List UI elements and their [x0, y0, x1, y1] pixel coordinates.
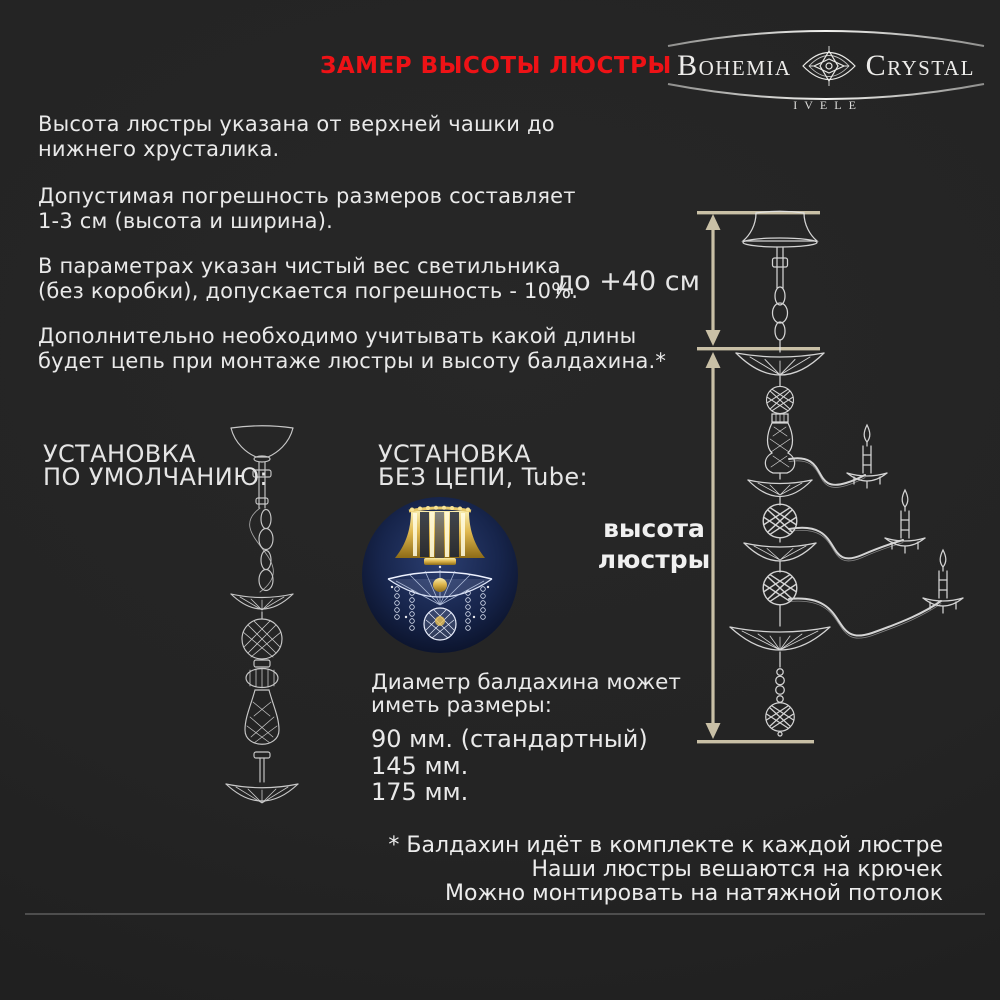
footnote-line: Наши люстры вешаются на крючек — [531, 857, 943, 882]
paragraph-weight-note — [38, 254, 578, 304]
brand-logo — [660, 24, 992, 110]
height-label-line: высота — [603, 514, 705, 543]
chain-allowance-label: до +40 см — [555, 266, 700, 297]
paragraph-line: Допустимая погрешность размеров составляет — [38, 184, 576, 208]
page-title: ЗАМЕР ВЫСОТЫ ЛЮСТРЫ — [320, 53, 672, 79]
canopy-text-line: иметь размеры: — [371, 693, 553, 718]
paragraph-line: Высота люстры указана от верхней чашки до — [38, 112, 555, 136]
candle-flame-icon — [847, 425, 887, 488]
section-tube-install-title — [378, 440, 589, 491]
canopy-size-option: 90 мм. (стандартный) — [371, 725, 648, 753]
paragraph-chain-note — [38, 324, 666, 374]
height-label-line: люстры — [597, 545, 711, 574]
chandelier-height-arrow — [706, 352, 721, 739]
canopy-line — [697, 347, 820, 350]
chandelier-drawing — [730, 211, 963, 736]
paragraph-line: (без коробки), допускается погрешность - 10%. — [38, 279, 579, 303]
chandelier-default-illustration — [200, 418, 360, 818]
chandelier-height-diagram — [660, 195, 990, 760]
crystal-ornament-icon — [801, 44, 857, 88]
canopy-photo — [362, 497, 518, 653]
paragraph-line: нижнего хрусталика. — [38, 137, 280, 161]
footnotes-block — [343, 834, 943, 906]
paragraph-line: В параметрах указан чистый вес светильника — [38, 254, 561, 278]
canopy-diameter-block — [371, 671, 681, 806]
divider-line — [25, 913, 985, 915]
measure-marks — [697, 211, 820, 743]
section-title-line: ПО УМОЛЧАНИЮ: — [43, 463, 268, 491]
section-title-line: УСТАНОВКА — [378, 440, 531, 468]
brand-row — [660, 44, 992, 88]
brand-name-right: CRYSTAL — [865, 49, 975, 82]
paragraph-line: 1-3 см (высота и ширина). — [38, 209, 333, 233]
section-title-line: УСТАНОВКА — [43, 440, 196, 468]
paragraph-line: будет цепь при монтаже люстры и высоту балдахина.* — [38, 349, 667, 373]
section-title-line: БЕЗ ЦЕПИ, Tube: — [378, 463, 589, 491]
brand-name-left: BOHEMIA — [677, 49, 792, 82]
canopy-text-line: Диаметр балдахина может — [371, 670, 681, 695]
candle-flame-icon — [923, 550, 963, 613]
footnote-line: * Балдахин идёт в комплекте к каждой люстре — [388, 833, 943, 858]
paragraph-tolerance-note — [38, 184, 576, 234]
paragraph-measurement-note — [38, 112, 555, 162]
bottom-line — [697, 740, 814, 743]
brand-subname: IVELE — [793, 98, 863, 112]
canopy-size-option: 145 мм. — [371, 751, 469, 780]
canopy-size-option: 175 мм. — [371, 778, 469, 806]
footnote-line: Можно монтировать на натяжной потолок — [445, 881, 943, 906]
paragraph-line: Дополнительно необходимо учитывать какой длины — [38, 324, 637, 348]
chain-allowance-arrow — [706, 214, 721, 346]
